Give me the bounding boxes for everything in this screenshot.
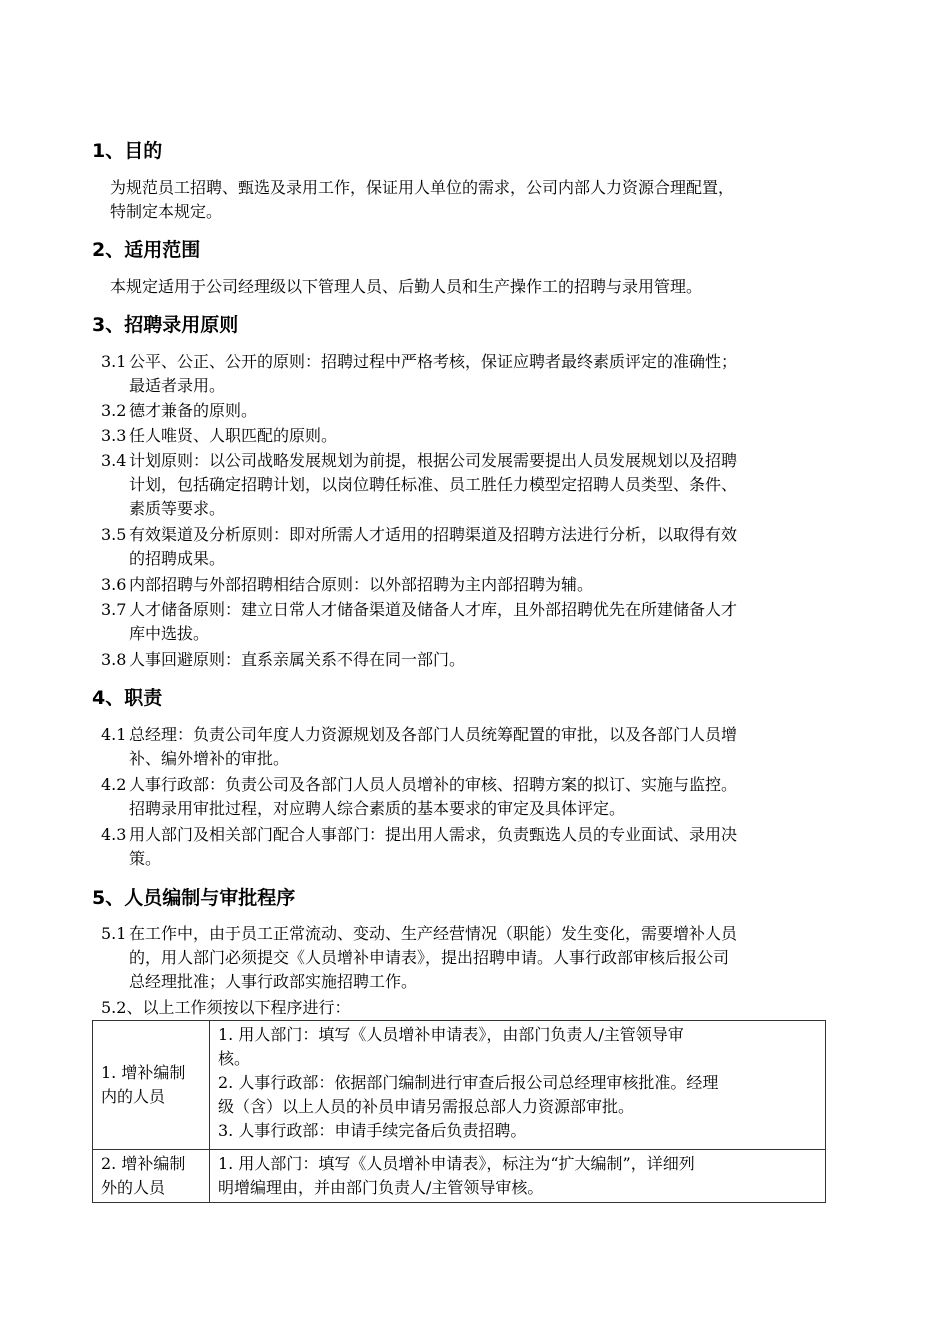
item-3-5-line-2: 的招聘成果。 — [129, 549, 226, 568]
item-number: 3.1 — [101, 352, 127, 371]
row-label-line: 2. 增补编制 — [101, 1154, 186, 1173]
item-3-3 — [101, 424, 337, 448]
item-4-2 — [101, 773, 737, 797]
item-number: 3.4 — [101, 451, 127, 470]
item-number: 3.8 — [101, 650, 127, 669]
item-number: 3.7 — [101, 600, 127, 619]
section-1-line-1: 为规范员工招聘、甄选及录用工作，保证用人单位的需求，公司内部人力资源合理配置， — [110, 178, 735, 197]
row-content-line: 3. 人事行政部：申请手续完备后负责招聘。 — [218, 1121, 527, 1140]
item-4-1 — [101, 723, 737, 747]
section-3-heading: 3、招聘录用原则 — [92, 314, 239, 336]
item-4-3 — [101, 823, 737, 847]
row-content-cell — [210, 1021, 826, 1150]
table-row — [93, 1021, 826, 1150]
row-content-line: 核。 — [218, 1049, 251, 1068]
row-label-line: 内的人员 — [101, 1087, 166, 1106]
item-number: 3.5 — [101, 525, 127, 544]
item-3-7 — [101, 598, 737, 622]
row-content-line: 1. 用人部门：填写《人员增补申请表》，标注为“扩大编制”，详细列 — [218, 1154, 695, 1173]
item-number: 3.6 — [101, 575, 127, 594]
item-text: 人才储备原则：建立日常人才储备渠道及储备人才库，且外部招聘优先在所建储备人才 — [129, 600, 738, 619]
section-4-heading: 4、职责 — [92, 687, 163, 709]
item-text: 在工作中，由于员工正常流动、变动、生产经营情况（职能）发生变化，需要增补人员 — [129, 924, 738, 943]
table-row — [93, 1150, 826, 1203]
procedure-intro: 5.2、以上工作须按以下程序进行： — [101, 998, 351, 1017]
item-4-1-line-2: 补、编外增补的审批。 — [129, 749, 290, 768]
item-text: 总经理：负责公司年度人力资源规划及各部门人员统筹配置的审批，以及各部门人员增 — [129, 725, 738, 744]
item-text: 人事行政部：负责公司及各部门人员人员增补的审核、招聘方案的拟订、实施与监控。 — [129, 775, 738, 794]
item-3-4-line-2: 计划，包括确定招聘计划，以岗位聘任标准、员工胜任力模型定招聘人员类型、条件、 — [129, 475, 738, 494]
section-1-heading: 1、目的 — [92, 140, 163, 162]
item-number: 3.2 — [101, 401, 127, 420]
item-number: 4.3 — [101, 825, 127, 844]
item-text: 人事回避原则：直系亲属关系不得在同一部门。 — [129, 650, 466, 669]
item-text: 德才兼备的原则。 — [129, 401, 258, 420]
section-1-line-2: 特制定本规定。 — [110, 202, 223, 221]
row-content-line: 2. 人事行政部：依据部门编制进行审查后报公司总经理审核批准。经理 — [218, 1073, 719, 1092]
item-3-8 — [101, 648, 465, 672]
item-4-3-line-2: 策。 — [129, 849, 162, 868]
row-label-cell — [93, 1150, 210, 1203]
item-number: 4.1 — [101, 725, 127, 744]
item-text: 有效渠道及分析原则：即对所需人才适用的招聘渠道及招聘方法进行分析，以取得有效 — [129, 525, 738, 544]
procedure-table — [92, 1020, 826, 1203]
item-3-7-line-2: 库中选拔。 — [129, 624, 210, 643]
row-content-cell — [210, 1150, 826, 1203]
item-5-1 — [101, 922, 737, 946]
row-content-line: 1. 用人部门：填写《人员增补申请表》，由部门负责人/主管领导审 — [218, 1025, 684, 1044]
item-3-1 — [101, 350, 737, 374]
row-content-line: 明增编理由，并由部门负责人/主管领导审核。 — [218, 1178, 544, 1197]
item-number: 5.1 — [101, 924, 127, 943]
item-3-1-line-2: 最适者录用。 — [129, 376, 226, 395]
item-number: 4.2 — [101, 775, 127, 794]
row-label-line: 1. 增补编制 — [101, 1063, 186, 1082]
section-2-heading: 2、适用范围 — [92, 239, 201, 261]
item-3-5 — [101, 523, 737, 547]
item-text: 内部招聘与外部招聘相结合原则：以外部招聘为主内部招聘为辅。 — [129, 575, 594, 594]
row-label-line: 外的人员 — [101, 1178, 166, 1197]
row-content-line: 级（含）以上人员的补员申请另需报总部人力资源部审批。 — [218, 1097, 635, 1116]
row-label-cell — [93, 1021, 210, 1150]
item-3-6 — [101, 573, 593, 597]
section-2-line-1: 本规定适用于公司经理级以下管理人员、后勤人员和生产操作工的招聘与录用管理。 — [110, 277, 703, 296]
item-text: 用人部门及相关部门配合人事部门：提出用人需求，负责甄选人员的专业面试、录用决 — [129, 825, 738, 844]
item-3-2 — [101, 399, 257, 423]
item-5-1-line-3: 总经理批准；人事行政部实施招聘工作。 — [129, 972, 418, 991]
item-3-4-line-3: 素质等要求。 — [129, 499, 226, 518]
item-text: 计划原则：以公司战略发展规划为前提，根据公司发展需要提出人员发展规划以及招聘 — [129, 451, 738, 470]
item-5-1-line-2: 的，用人部门必须提交《人员增补申请表》，提出招聘申请。人事行政部审核后报公司 — [129, 948, 730, 967]
section-5-heading: 5、人员编制与审批程序 — [92, 887, 296, 909]
item-text: 公平、公正、公开的原则：招聘过程中严格考核，保证应聘者最终素质评定的准确性； — [129, 352, 738, 371]
item-number: 3.3 — [101, 426, 127, 445]
item-4-2-line-2: 招聘录用审批过程，对应聘人综合素质的基本要求的审定及具体评定。 — [129, 799, 626, 818]
item-3-4 — [101, 449, 737, 473]
item-text: 任人唯贤、人职匹配的原则。 — [129, 426, 338, 445]
